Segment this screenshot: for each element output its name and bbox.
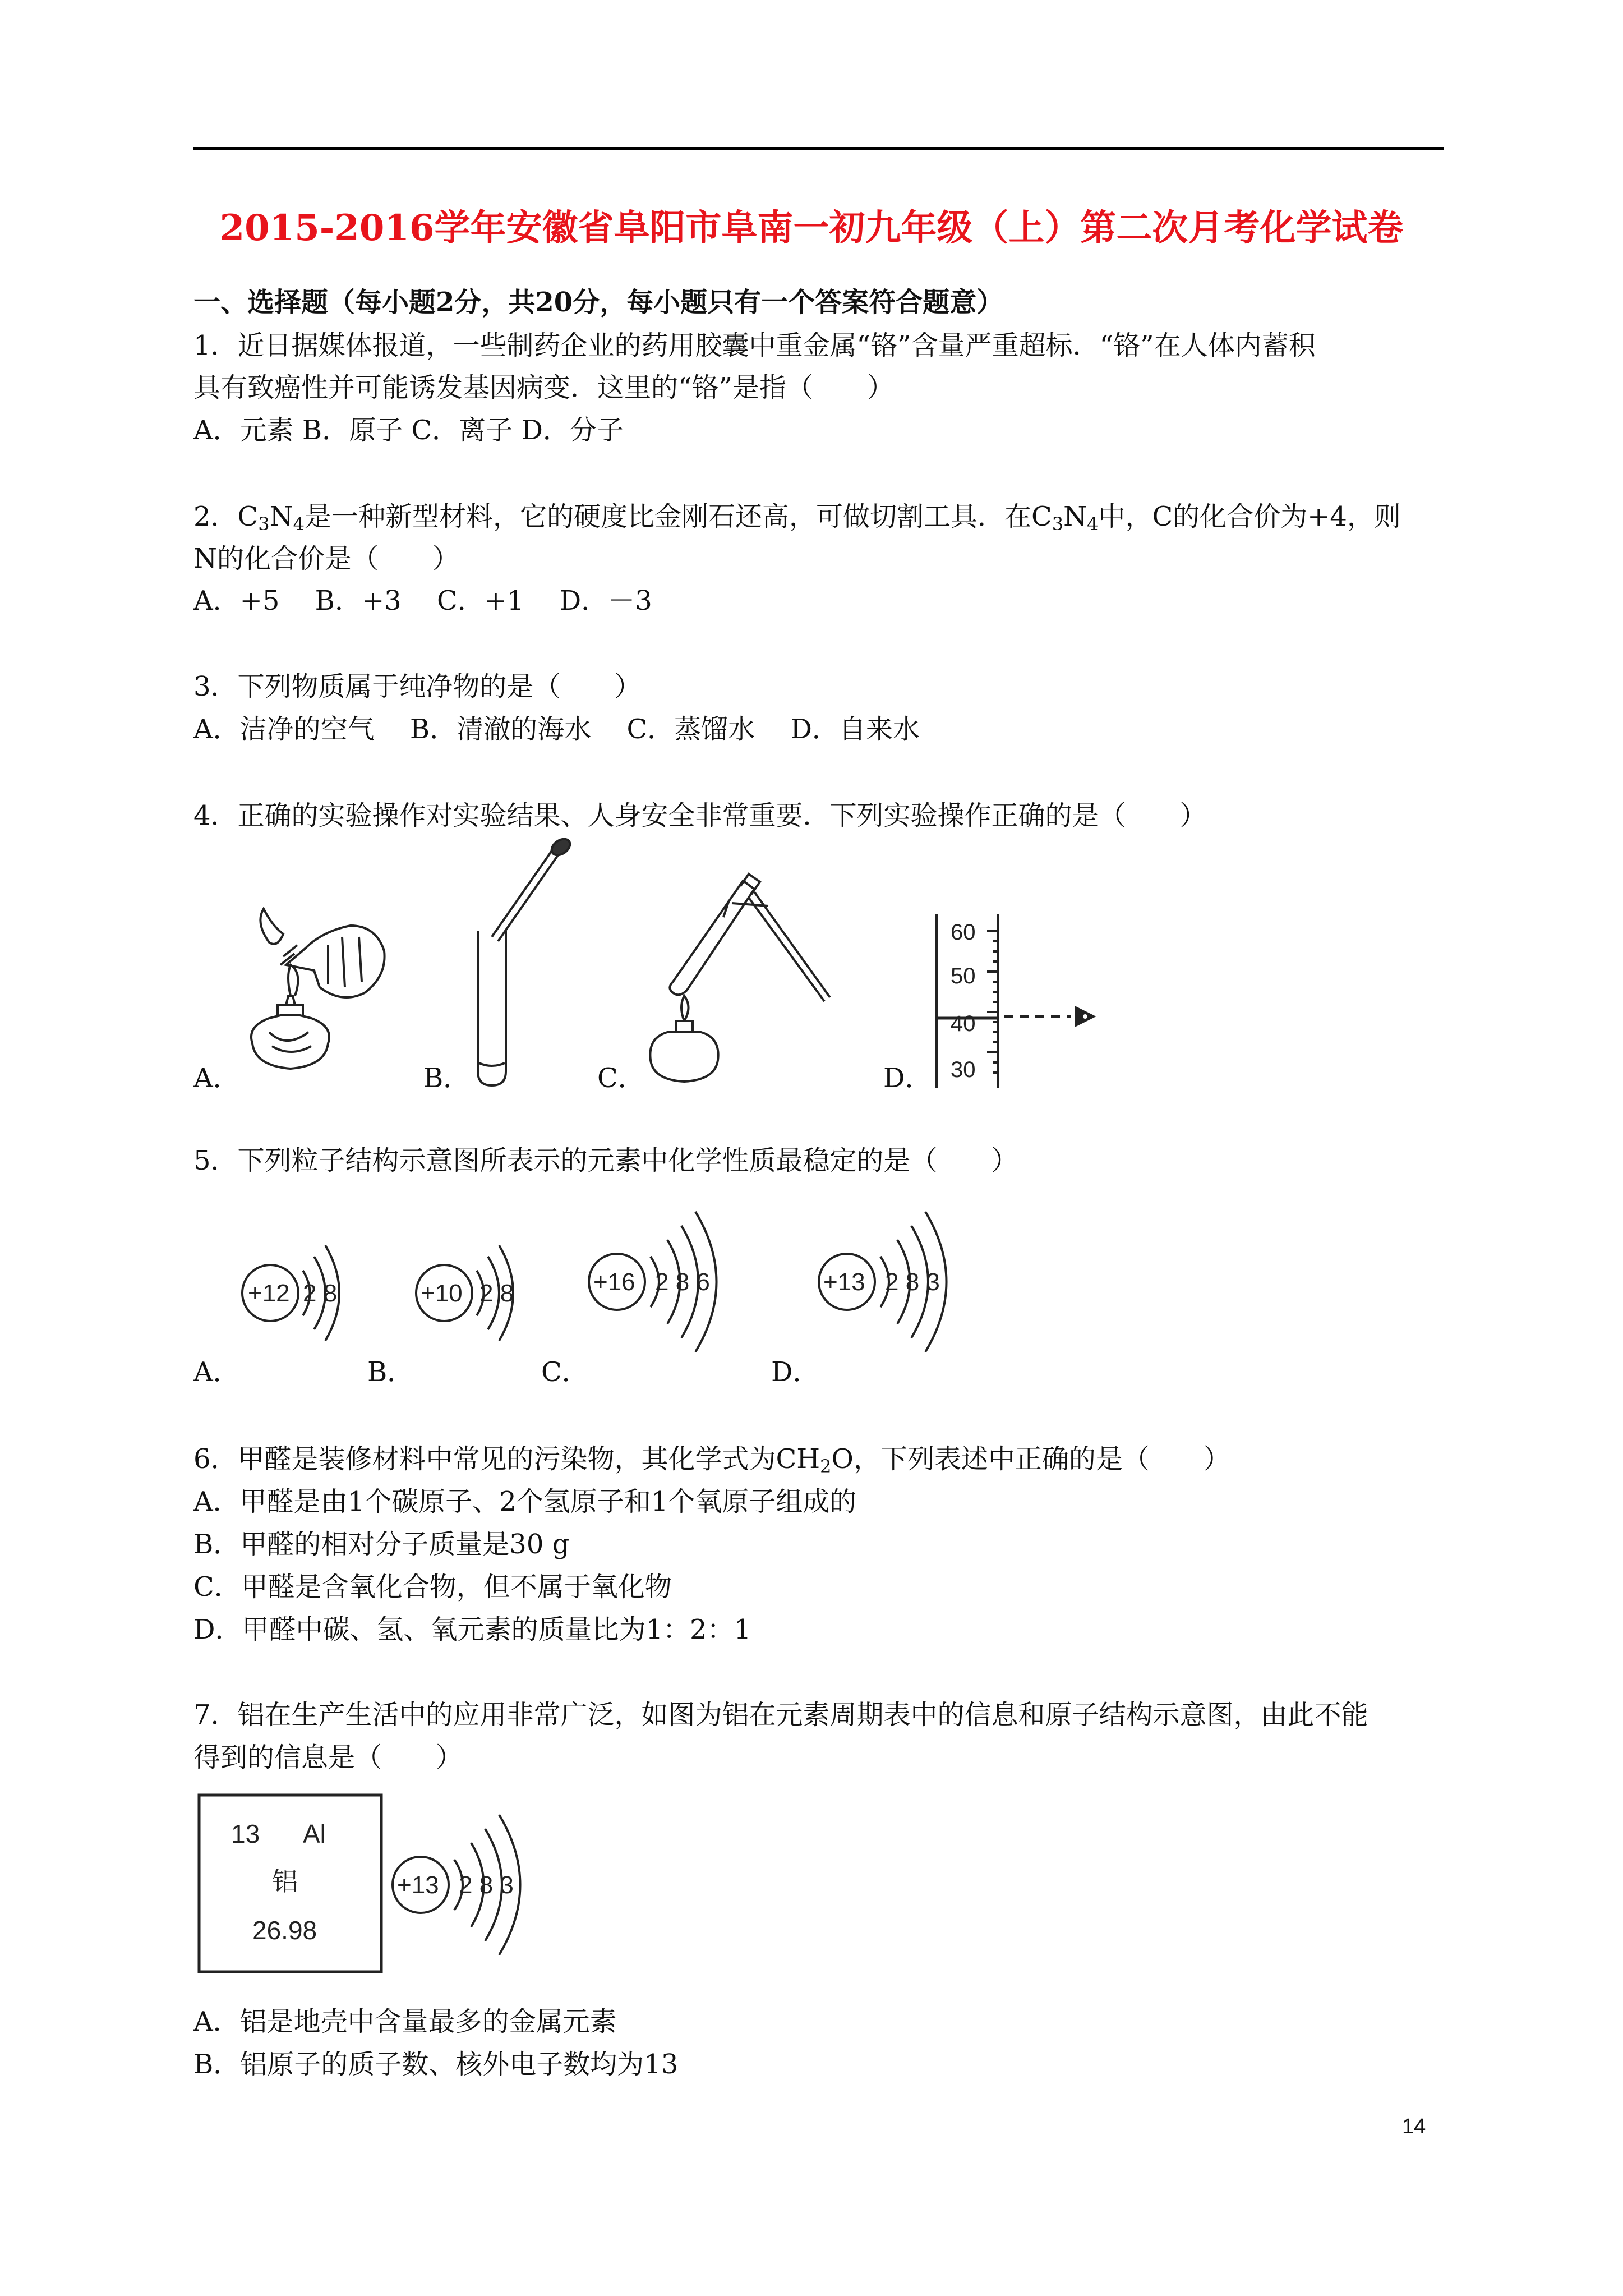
q4-label-c: C． [597,1062,645,1094]
aluminum-atom-shells: 2 8 3 [459,1871,514,1899]
element-atomic-mass: 26.98 [252,1916,317,1945]
q1-stem-line2: 具有致癌性并可能诱发基因病变．这里的“铬”是指（ ） [193,372,895,403]
atom-diagram-a [236,1223,365,1363]
atom-diagram-d [813,1195,998,1363]
q4-label-a: A． [193,1062,240,1094]
q5-stem: 5．下列粒子结构示意图所表示的元素中化学性质最稳定的是（ ） [193,1145,1018,1176]
cylinder-tick-60: 60 [951,920,976,945]
q3-options: A．洁净的空气 B．清澈的海水 C．蒸馏水 D．自来水 [193,714,920,745]
q6-option-c: C．甲醛是含氧化合物，但不属于氧化物 [193,1571,672,1603]
atom-diagram-c [583,1195,768,1363]
section-heading: 一、选择题（每小题2分，共20分，每小题只有一个答案符合题意） [193,287,1004,318]
q5-label-d: D． [771,1356,820,1388]
atom-c-shells: 2 8 6 [655,1268,710,1296]
atom-a-nucleus: +12 [248,1280,290,1307]
atom-diagram-b [409,1223,538,1363]
q5-label-a: A． [193,1356,240,1388]
q2-stem-line1: 2．$C_3N_4$是一种新型材料，它的硬度比金刚石还高，可做切割工具．在$C_3N_4$中，C的化合价为+4，则 [193,501,1401,535]
cylinder-tick-50: 50 [951,964,976,988]
element-name: 铝 [272,1866,298,1897]
page-number: 14 [1402,2115,1426,2138]
alcohol-lamp-lighting-figure [230,903,409,1088]
atom-a-shells: 2 8 [303,1280,338,1307]
q1-stem-line1: 1．近日据媒体报道，一些制药企业的药用胶囊中重金属“铬”含量严重超标．“铬”在人体内蓄积 [193,330,1316,361]
q4-label-b: B． [423,1062,471,1094]
heating-test-tube-figure [639,847,852,1088]
aluminum-atom-nucleus: +13 [397,1871,439,1899]
q2-options: A．+5 B．+3 C．+1 D．－3 [193,585,652,616]
q7-option-b: B．铝原子的质子数、核外电子数均为13 [193,2049,679,2080]
q3-stem: 3．下列物质属于纯净物的是（ ） [193,671,642,702]
measuring-cylinder-figure [931,909,1110,1094]
page-title: 2015-2016学年安徽省阜阳市阜南一初九年级（上）第二次月考化学试卷 [219,207,1404,249]
atom-c-nucleus: +16 [593,1268,635,1296]
q1-options: A．元素 B．原子 C．离子 D．分子 [193,415,624,446]
atom-b-shells: 2 8 [479,1280,514,1307]
aluminum-atom-diagram [387,1801,566,1969]
q7-option-a: A．铝是地壳中含量最多的金属元素 [193,2006,617,2037]
q7-stem-line2: 得到的信息是（ ） [193,1742,463,1773]
q2-stem-line2: N的化合价是（ ） [193,543,460,574]
q5-label-c: C． [541,1356,589,1388]
atom-b-nucleus: +10 [421,1280,463,1307]
element-atomic-number: 13 [231,1819,260,1848]
cylinder-tick-30: 30 [951,1057,976,1082]
q5-label-b: B． [367,1356,414,1388]
atom-d-nucleus: +13 [823,1268,865,1296]
q6-stem: 6．甲醛是装修材料中常见的污染物，其化学式为$CH_2O$，下列表述中正确的是（ ） [193,1443,1230,1477]
q4-stem: 4．正确的实验操作对实验结果、人身安全非常重要．下列实验操作正确的是（ ） [193,800,1207,831]
q4-label-d: D． [883,1062,932,1094]
element-symbol: Al [303,1819,326,1848]
dropper-test-tube-figure [465,836,594,1088]
header-rule [193,147,1444,150]
q7-stem-line1: 7．铝在生产生活中的应用非常广泛，如图为铝在元素周期表中的信息和原子结构示意图，由此不能 [193,1699,1368,1731]
atom-d-shells: 2 8 3 [885,1268,940,1296]
q6-option-a: A．甲醛是由1个碳原子、2个氢原子和1个氧原子组成的 [193,1486,857,1517]
q6-option-d: D．甲醛中碳、氢、氧元素的质量比为1：2：1 [193,1614,751,1645]
q6-option-b: B．甲醛的相对分子质量是30 g [193,1529,570,1560]
element-card-aluminum [196,1792,387,1977]
cylinder-tick-40: 40 [951,1011,976,1036]
